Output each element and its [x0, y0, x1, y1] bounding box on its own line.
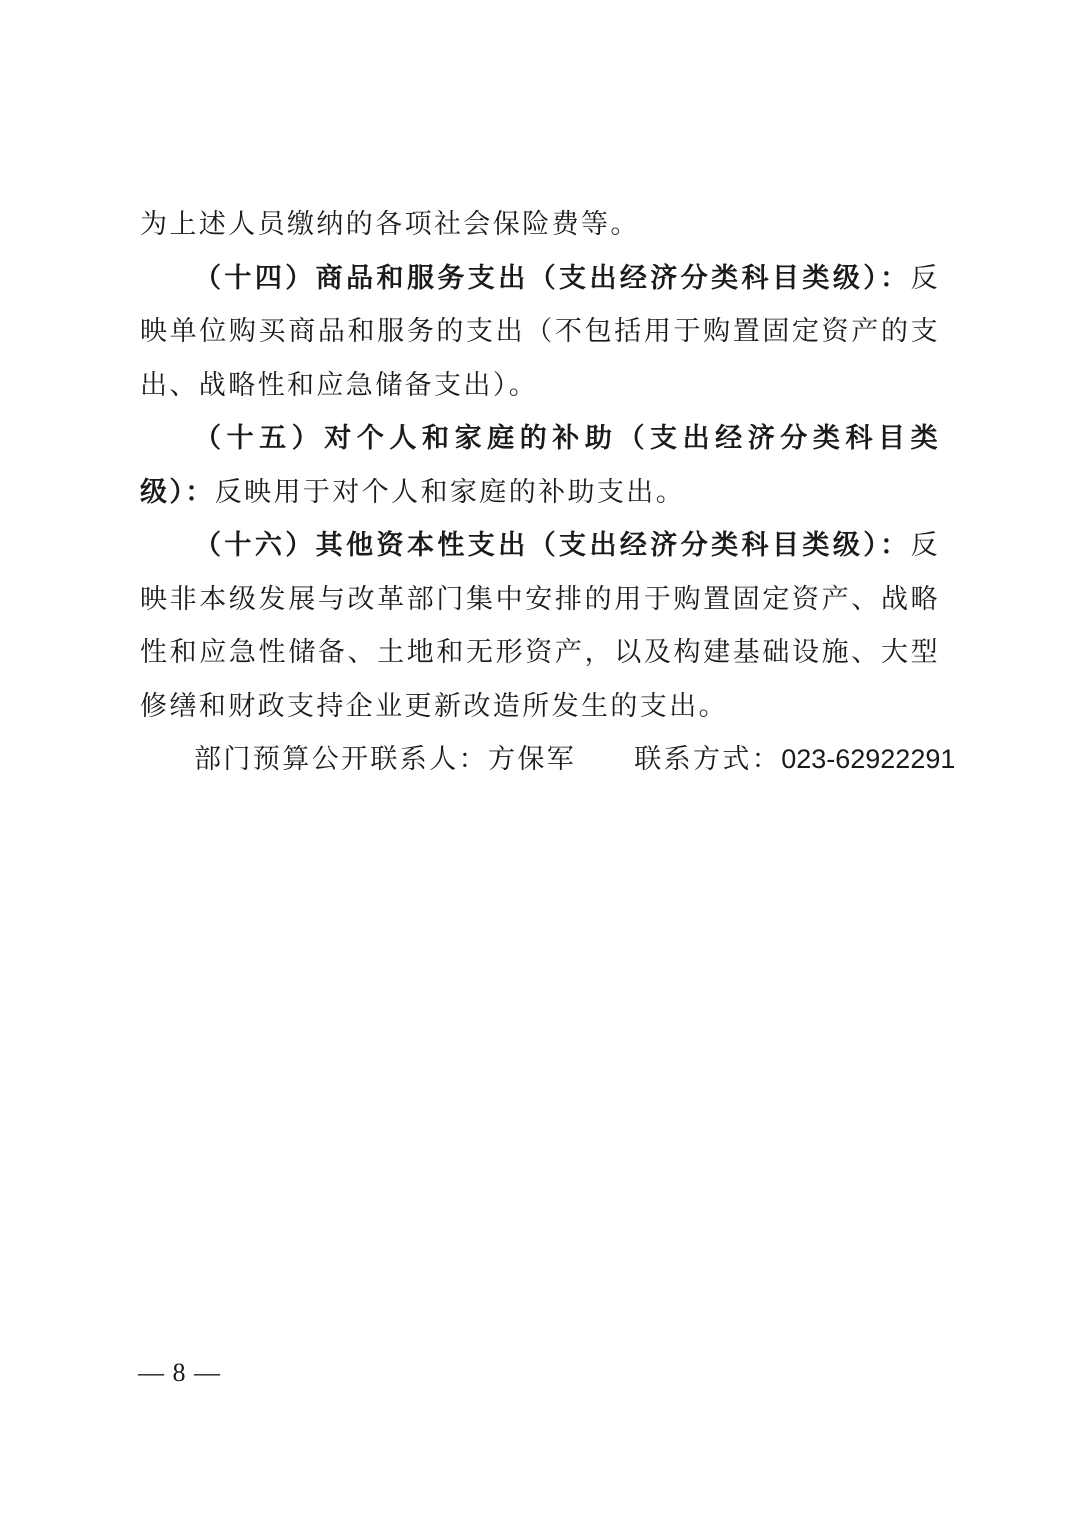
- contact-person-name: 方保军: [488, 744, 577, 775]
- contact-phone-number: 023-62922291: [781, 744, 956, 774]
- paragraph-text: 反映用于对个人和家庭的补助支出。: [214, 476, 686, 508]
- paragraph-text: 反映非本级发展与改革部门集中安排的用于购置固定资产、战略性和应急性储备、土地和无形资产，以及构建基础设施、大型修缮和财政支持企业更新改造所发生的支出。: [140, 530, 940, 722]
- paragraph-heading: （十四）商品和服务支出（支出经济分类科目类级）：: [194, 262, 911, 294]
- paragraph-continuation: [140, 198, 940, 252]
- contact-person-label: 部门预算公开联系人：: [194, 744, 488, 775]
- paragraph-text: 为上述人员缴纳的各项社会保险费等。: [140, 209, 640, 240]
- paragraph-subsidies: [140, 412, 940, 519]
- contact-phone-label: 联系方式：: [634, 744, 782, 775]
- paragraph-capital-expenditure: [140, 519, 940, 733]
- paragraph-heading: （十六）其他资本性支出（支出经济分类科目类级）：: [194, 530, 911, 561]
- contact-line: [140, 733, 956, 787]
- document-body: [140, 198, 956, 787]
- paragraph-text: 反映单位购买商品和服务的支出（不包括用于购置固定资产的支出、战略性和应急储备支出）。: [140, 262, 940, 401]
- paragraph-heading: （十五）对个人和家庭的补助（支出经济分类科目类级）：: [140, 423, 940, 508]
- paragraph-goods-services: [140, 252, 940, 413]
- page-number: — 8 —: [138, 1358, 221, 1387]
